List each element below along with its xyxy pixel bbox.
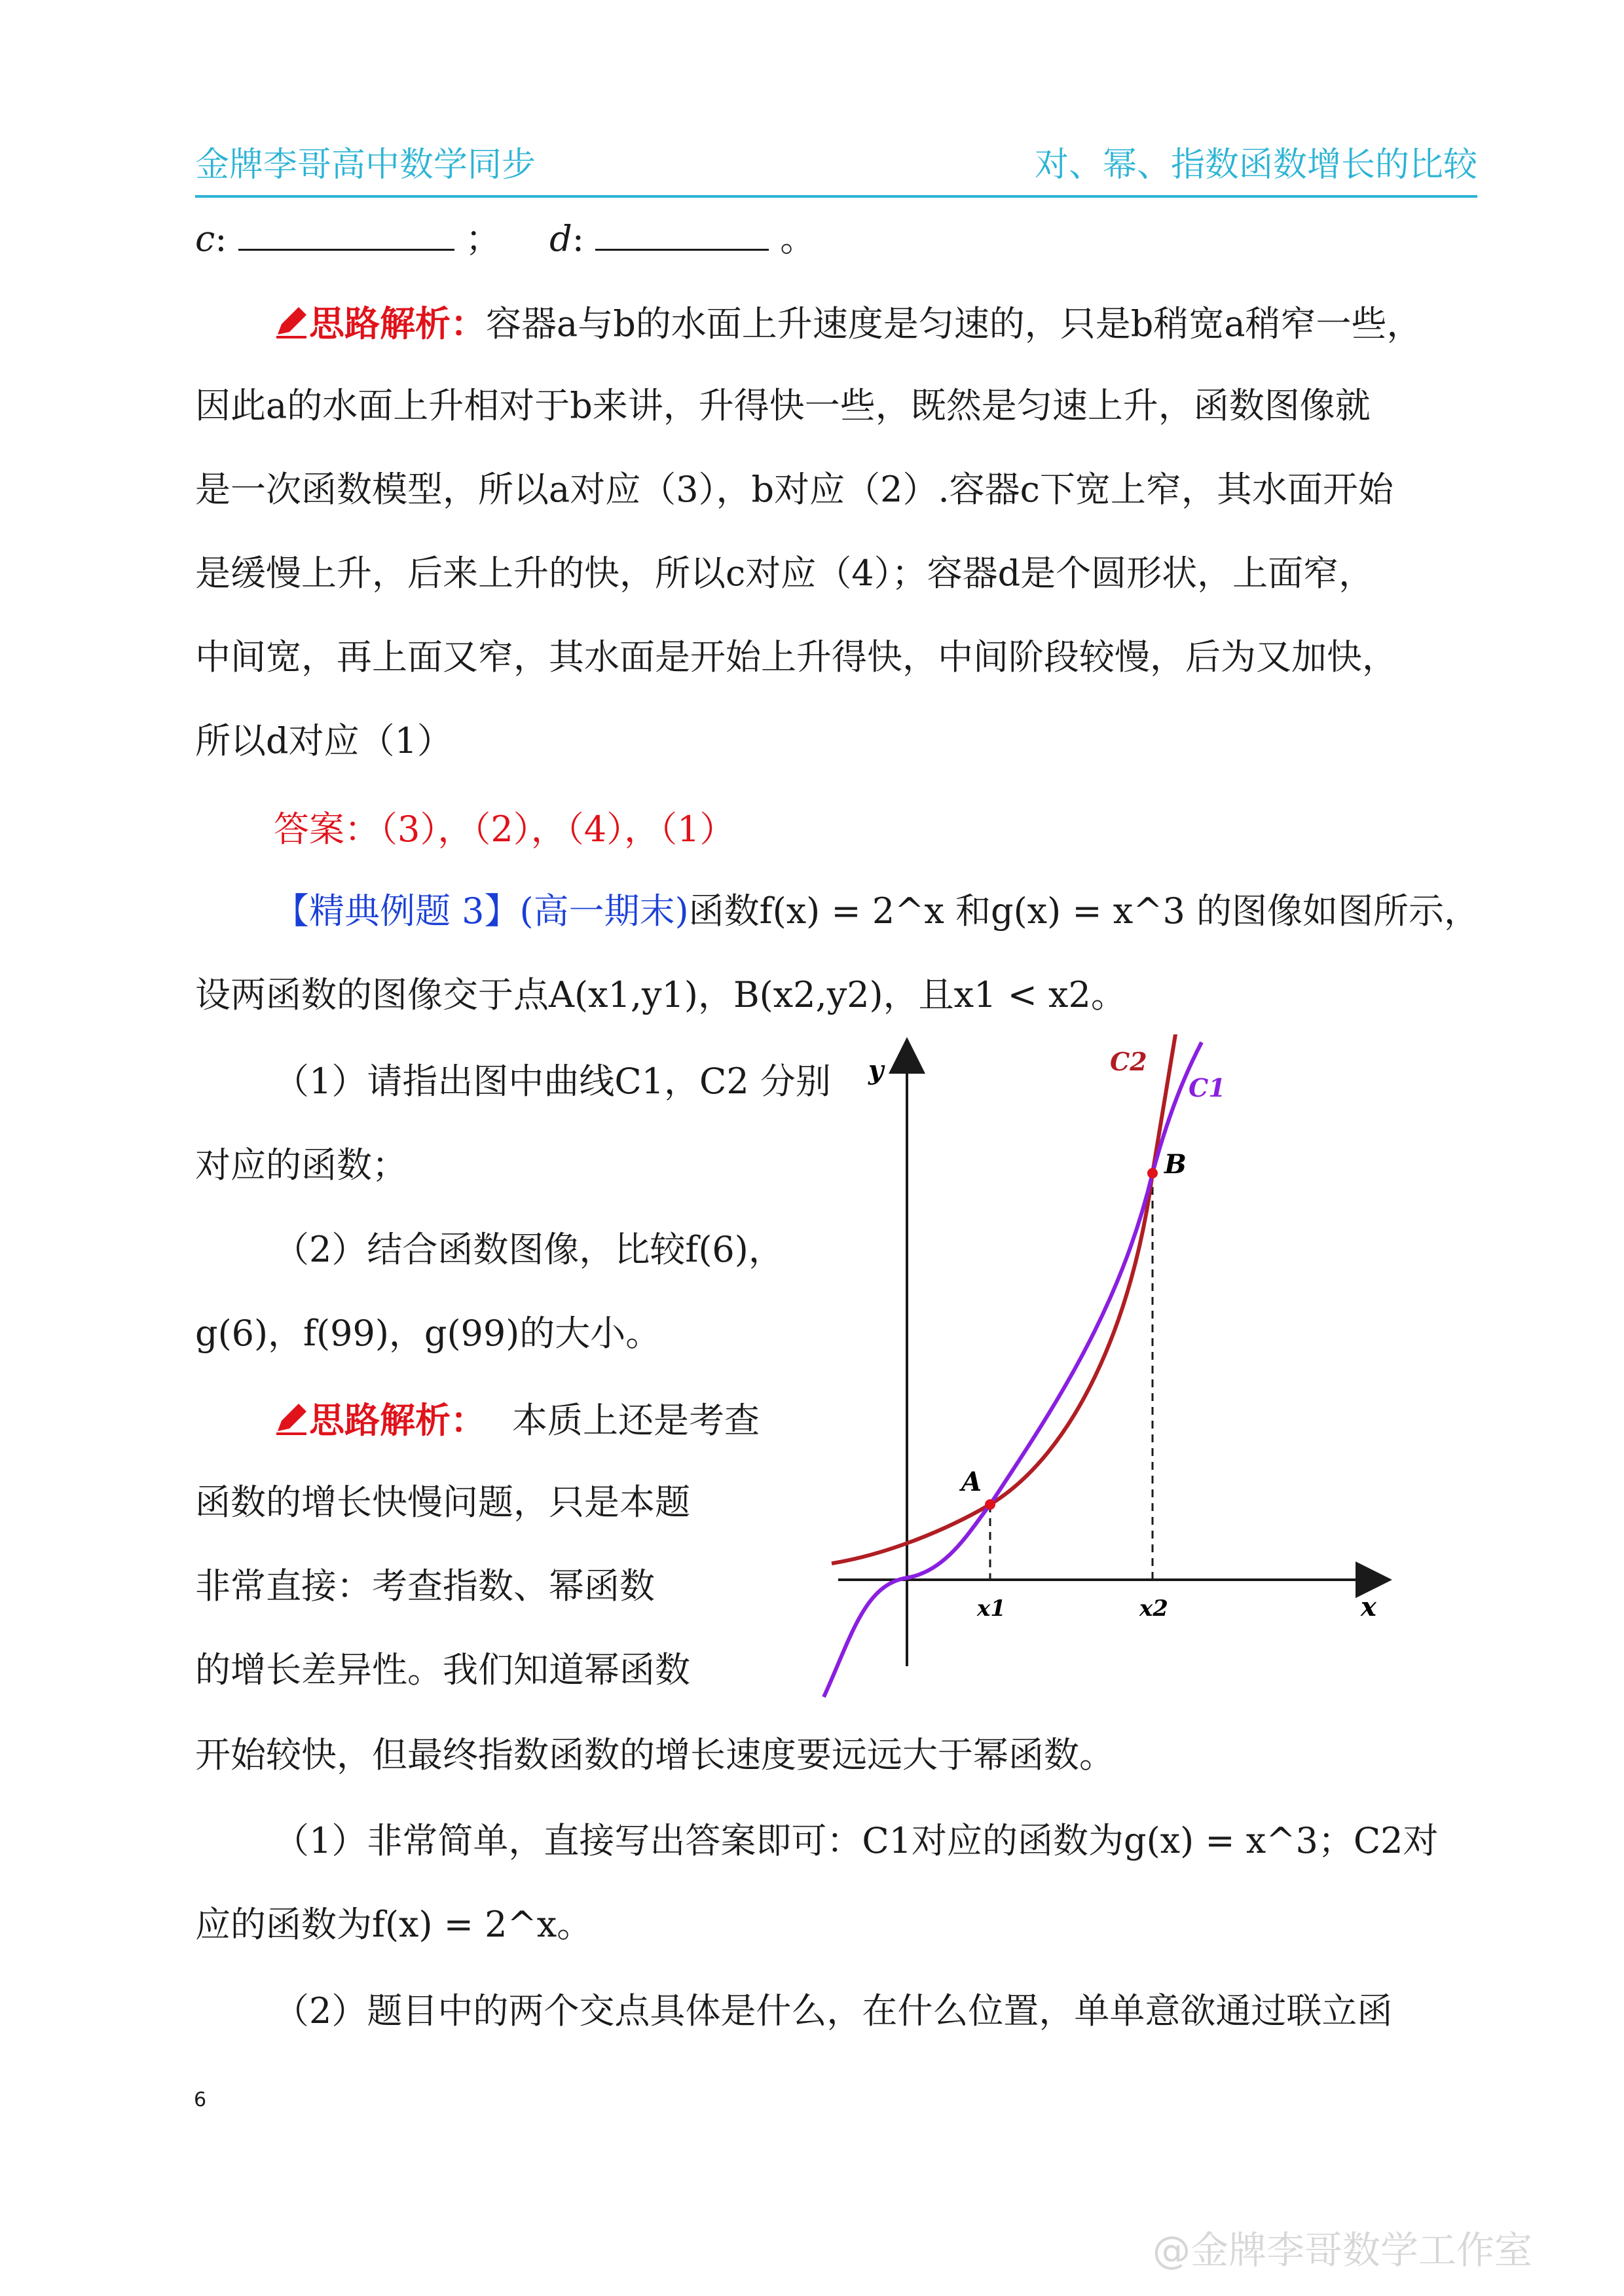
analysis2-line-5: 开始较快，但最终指数函数的增长速度要远远大于幂函数。: [195, 1734, 1115, 1776]
q2-line-1: （2）结合函数图像，比较f(6)，: [274, 1229, 784, 1270]
analysis1-line-4: 是缓慢上升，后来上升的快，所以c对应（4）；容器d是个圆形状，上面窄，: [195, 553, 1375, 594]
c-blank: [238, 249, 454, 251]
point-b: [1147, 1168, 1158, 1178]
header-right-title: 对、幂、指数函数增长的比较: [1034, 145, 1477, 185]
point-a: [985, 1499, 995, 1510]
period: 。: [780, 218, 816, 259]
q2-line-2: g(6)，f(99)，g(99)的大小。: [195, 1313, 661, 1354]
curve-c2-label: C2: [1110, 1047, 1147, 1076]
analysis2-label: 思路解析：: [309, 1399, 486, 1441]
analysis1-line-6: 所以d对应（1）: [195, 720, 452, 761]
analysis1-line-2: 因此a的水面上升相对于b来讲，升得快一些，既然是匀速上升，函数图像就: [195, 385, 1371, 426]
analysis1-label: 思路解析：: [309, 302, 486, 344]
example3-tag: 【精典例题 3】: [274, 890, 520, 932]
page-number: 6: [194, 2088, 207, 2111]
analysis1-text-1: 容器a与b的水面上升速度是匀速的，只是b稍宽a稍窄一些，: [486, 303, 1422, 344]
analysis2-line-4: 的增长差异性。我们知道幂函数: [195, 1649, 690, 1690]
solution-p1-line-2: 应的函数为f(x) = 2^x。: [195, 1904, 593, 1945]
example3-line-2: 设两函数的图像交于点A(x1,y1)，B(x2,y2)，且x1 < x2。: [195, 974, 1126, 1015]
x-axis-label: x: [1361, 1592, 1376, 1622]
point-b-label: B: [1164, 1149, 1187, 1180]
c-label: c: [195, 218, 215, 259]
example3-source: (高一期末): [519, 890, 689, 932]
answer1: 答案：（3），（2），（4），（1）: [274, 809, 735, 850]
analysis1-line-1: [274, 304, 1422, 342]
d-blank: [595, 249, 769, 251]
curve-c1-label: C1: [1189, 1073, 1226, 1102]
analysis2-line-3: 非常直接：考查指数、幂函数: [195, 1565, 655, 1607]
analysis2-line-1: [274, 1399, 760, 1441]
example3-statement-1: 函数f(x) = 2^x 和g(x) = x^3 的图像如图所示，: [688, 890, 1479, 932]
watermark: @金牌李哥数学工作室: [1153, 2228, 1533, 2272]
function-graph: [812, 1034, 1401, 1722]
q1-line-2: 对应的函数；: [195, 1144, 407, 1186]
x2-label: x2: [1139, 1595, 1168, 1622]
pencil-icon: [274, 304, 309, 340]
example3-line-1: [274, 890, 1479, 932]
analysis2-line-2: 函数的增长快慢问题，只是本题: [195, 1482, 690, 1523]
q1-line-1: （1）请指出图中曲线C1，C2 分别: [274, 1061, 831, 1102]
analysis1-line-3: 是一次函数模型，所以a对应（3），b对应（2）.容器c下宽上窄，其水面开始: [195, 469, 1393, 510]
d-label: d: [549, 218, 572, 259]
pencil-icon: [274, 1401, 309, 1436]
solution-p2-line-1: （2）题目中的两个交点具体是什么，在什么位置，单单意欲通过联立函: [274, 1990, 1393, 2032]
x1-label: x1: [977, 1595, 1006, 1622]
page-header: [195, 143, 1477, 198]
semicolon: ；: [465, 218, 501, 259]
solution-p1-line-1: （1）非常简单，直接写出答案即可：C1对应的函数为g(x) = x^3；C2对: [274, 1820, 1439, 1861]
header-left-title: 金牌李哥高中数学同步: [195, 145, 536, 185]
analysis2-text-1: 本质上还是考查: [512, 1400, 760, 1441]
y-axis-label: y: [868, 1055, 884, 1085]
point-a-label: A: [961, 1467, 982, 1497]
analysis1-line-5: 中间宽，再上面又窄，其水面是开始上升得快，中间阶段较慢，后为又加快，: [195, 636, 1397, 678]
fill-blank-line: c: ； d: 。: [195, 218, 816, 259]
